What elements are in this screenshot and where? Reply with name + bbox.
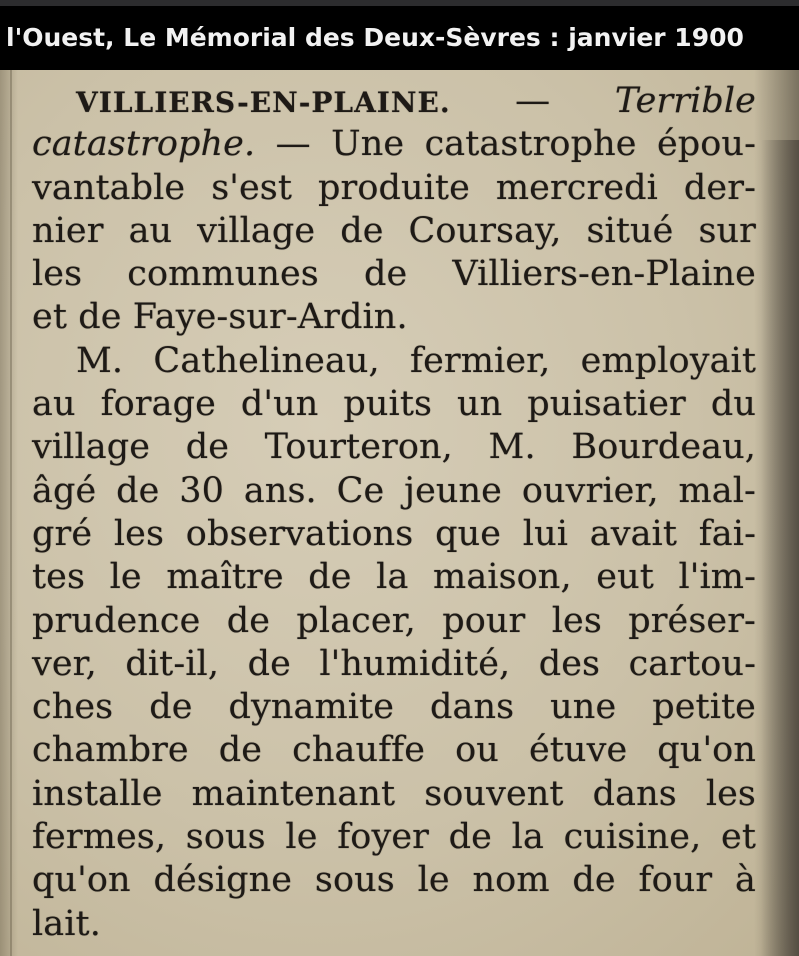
page-edge-shadow: [761, 140, 799, 956]
newspaper-clipping: [0, 70, 799, 956]
article-line: les communes de Villiers-en-Plaine: [32, 254, 756, 295]
heading-dash: —: [515, 81, 551, 121]
article-heading: VILLIERS-EN-PLAINE.: [76, 86, 451, 119]
article-text: [32, 80, 756, 946]
article-line: gré les observations que lui avait fai-: [32, 513, 756, 554]
column-rule: [10, 70, 12, 956]
article-line: installe maintenant souvent dans les: [32, 773, 756, 814]
article-line-2-text: — Une catastrophe épou-: [275, 124, 757, 165]
article-line: vantable s'est produite mercredi der-: [32, 167, 756, 208]
article-line: M. Cathelineau, fermier, employait: [76, 340, 756, 381]
article-line: au forage d'un puits un puisatier du: [32, 384, 756, 425]
article-line-heading: [32, 80, 756, 123]
article-line: prudence de placer, pour les préser-: [32, 600, 756, 641]
article-line: et de Faye-sur-Ardin.: [32, 297, 408, 338]
article-line: fermes, sous le foyer de la cuisine, et: [32, 817, 756, 858]
article-line: village de Tourteron, M. Bourdeau,: [32, 427, 756, 468]
article-line: qu'on désigne sous le nom de four à: [32, 860, 756, 901]
caption-title: l'Ouest, Le Mémorial des Deux-Sèvres : janvier 1900: [0, 6, 799, 70]
article-line-2: [32, 123, 756, 166]
article-title-part2: catastrophe.: [32, 124, 256, 165]
article-line: tes le maître de la maison, eut l'im-: [32, 557, 756, 598]
article-line: nier au village de Coursay, situé sur: [32, 210, 756, 251]
article-line: ver, dit-il, de l'humidité, des cartou-: [32, 643, 756, 684]
article-line: lait.: [32, 903, 101, 944]
article-line: ches de dynamite dans une petite: [32, 687, 756, 728]
article-title-part1: Terrible: [614, 81, 756, 121]
article-line: âgé de 30 ans. Ce jeune ouvrier, mal-: [32, 470, 756, 511]
article-line: chambre de chauffe ou étuve qu'on: [32, 730, 756, 771]
